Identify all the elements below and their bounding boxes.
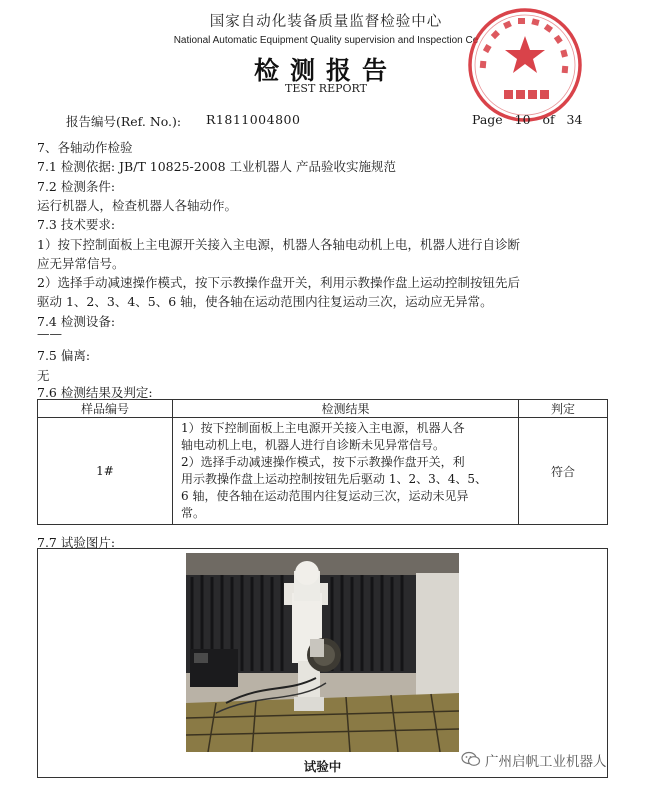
org-name-cn: 国家自动化装备质量监督检验中心 — [209, 14, 443, 30]
section-7-2-body: 运行机器人，检查机器人各轴动作。 — [37, 198, 238, 213]
page-label: Page — [472, 112, 503, 127]
results-table — [37, 399, 608, 525]
result-line: 常。 — [181, 506, 206, 520]
report-title: 检测报告 — [253, 56, 398, 85]
ref-label: 报告编号(Ref. No.): — [66, 114, 182, 129]
result-line: 2）选择手动减速操作模式，按下示教操作盘开关，利 — [181, 455, 465, 469]
result-cell — [173, 418, 519, 525]
section-7-5: 7.5 偏离: — [37, 348, 91, 363]
result-line: 用示教操作盘上运动控制按钮先后驱动 1、2、3、4、5、 — [181, 472, 487, 486]
page-total: 34 — [566, 112, 583, 127]
sample-id-cell: 1# — [38, 418, 173, 525]
section-7-3-item1-line1: 1）按下控制面板上主电源开关接入主电源，机器人各轴电动机上电，机器人进行自诊断 — [37, 237, 520, 252]
section-7-3-item2-line2: 驱动 1、2、3、4、5、6 轴，使各轴在运动范围内往复运动三次，运动应无异常。 — [37, 294, 493, 309]
result-line: 轴电动机上电，机器人进行自诊断未见异常信号。 — [181, 438, 446, 452]
report-subtitle: TEST REPORT — [285, 82, 367, 95]
section-7-4: 7.4 检测设备: — [37, 314, 116, 329]
section-7-7: 7.7 试验图片: — [37, 535, 116, 550]
official-seal — [466, 6, 584, 124]
section-7-2: 7.2 检测条件: — [37, 179, 116, 194]
section-7-3-item1-line2: 应无异常信号。 — [37, 256, 125, 271]
result-line: 1）按下控制面板上主电源开关接入主电源，机器人各 — [181, 421, 465, 435]
wechat-icon — [461, 751, 481, 767]
org-name-en: National Automatic Equipment Quality supervision and Inspection Ce — [173, 35, 479, 46]
verdict-cell: 符合 — [519, 418, 608, 525]
of-label: of — [542, 112, 555, 127]
col-verdict: 判定 — [519, 400, 608, 418]
result-line: 6 轴，使各轴在运动范围内往复运动三次，运动未见异 — [181, 489, 469, 503]
section-7-3: 7.3 技术要求: — [37, 217, 116, 232]
section-7-5-body: 无 — [37, 368, 50, 383]
page-number: 10 — [514, 112, 531, 127]
watermark-text: 广州启帆工业机器人 — [485, 754, 607, 769]
section-7-4-body: —— — [37, 326, 62, 341]
photo-caption: 试验中 — [303, 759, 342, 774]
col-result: 检测结果 — [173, 400, 519, 418]
page-indicator — [472, 112, 582, 127]
section-7-1: 7.1 检测依据: JB/T 10825-2008 工业机器人 产品验收实施规范 — [37, 159, 397, 174]
section-7-heading: 7、各轴动作检验 — [37, 140, 133, 155]
table-row — [38, 418, 608, 525]
section-7-3-item2-line1: 2）选择手动减速操作模式，按下示教操作盘开关，利用示教操作盘上运动控制按钮先后 — [37, 275, 520, 290]
col-sample-id: 样品编号 — [38, 400, 173, 418]
section-7-6: 7.6 检测结果及判定: — [37, 385, 153, 400]
ref-number: R1811004800 — [206, 112, 301, 127]
table-header-row — [38, 400, 608, 418]
test-photo — [186, 553, 459, 752]
